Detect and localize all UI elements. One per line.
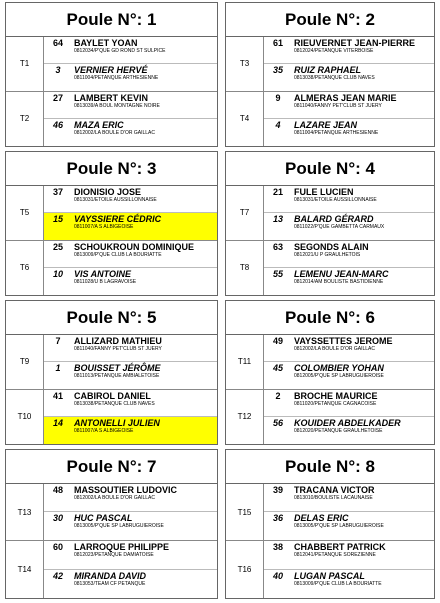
player-club: 0812002/LA BOULE D'OR GAILLAC bbox=[294, 346, 375, 352]
player-club: 0812021/U P GRAULHETOIS bbox=[294, 251, 361, 258]
team-players bbox=[44, 186, 217, 240]
team-row bbox=[226, 241, 434, 296]
player-number: 21 bbox=[272, 187, 283, 197]
player-number: 7 bbox=[55, 336, 61, 346]
player-club: 0813038/PETANQUE CLUB NAVES bbox=[294, 74, 375, 81]
player-name: VIS ANTOINE bbox=[74, 268, 132, 279]
player-row-highlighted bbox=[44, 417, 217, 444]
player-name: HUC PASCAL bbox=[74, 513, 133, 524]
teams-list bbox=[6, 186, 217, 295]
player-row bbox=[44, 512, 217, 540]
player-club: 0813039/A BOUL MONTAGNE NOIRE bbox=[74, 102, 160, 109]
player-number: 25 bbox=[52, 241, 63, 252]
player-number: 49 bbox=[272, 336, 283, 346]
player-row bbox=[44, 335, 217, 362]
poule-box bbox=[5, 2, 218, 147]
player-name: SCHOUKROUN DOMINIQUE bbox=[74, 241, 195, 252]
team-label: T11 bbox=[226, 335, 264, 389]
player-number: 36 bbox=[272, 513, 283, 524]
player-number: 42 bbox=[52, 570, 63, 581]
teams-list bbox=[226, 484, 434, 598]
poule-box bbox=[225, 300, 435, 445]
team-players bbox=[264, 241, 434, 296]
player-club: 0812020/PETANQUE GRAULHETOISE bbox=[294, 427, 383, 434]
team-row bbox=[6, 37, 217, 92]
player-club: 0813053/TEAM CF PETANQUE bbox=[74, 580, 146, 587]
player-club: 0813010/BOULISTE LACAUNAISE bbox=[294, 495, 373, 501]
player-name: SEGONDS ALAIN bbox=[294, 241, 369, 252]
player-club: 0811040/FANNY PET'CLUB ST JUERY bbox=[294, 102, 382, 109]
player-row bbox=[264, 213, 434, 240]
player-club: 0812014/AM BOULISTE BASTIDIENNE bbox=[294, 278, 384, 285]
player-number: 40 bbox=[272, 570, 283, 581]
team-players bbox=[44, 390, 217, 445]
player-name: VAYSSIERE CÉDRIC bbox=[74, 213, 162, 224]
team-label: T4 bbox=[226, 92, 264, 147]
player-name: CHABBERT PATRICK bbox=[294, 542, 386, 552]
team-label: T14 bbox=[6, 541, 44, 598]
team-row bbox=[6, 541, 217, 598]
player-number: 48 bbox=[52, 485, 63, 495]
player-name: DELAS ERIC bbox=[294, 513, 349, 524]
player-name: BAYLET YOAN bbox=[74, 38, 138, 48]
player-name: ALLIZARD MATHIEU bbox=[74, 336, 162, 346]
team-label: T10 bbox=[6, 390, 44, 445]
team-players bbox=[44, 37, 217, 91]
player-row bbox=[44, 484, 217, 512]
team-players bbox=[44, 541, 217, 598]
player-name: MIRANDA DAVID bbox=[74, 570, 146, 581]
player-club: 0812024/PETANQUE VITERBOISE bbox=[294, 48, 374, 54]
player-number: 10 bbox=[52, 268, 63, 279]
player-name: RUIZ RAPHAEL bbox=[294, 64, 361, 75]
player-row bbox=[264, 541, 434, 570]
player-number: 4 bbox=[275, 119, 281, 130]
player-club: 0812002/LA BOULE D'OR GAILLAC bbox=[74, 495, 155, 501]
poule-box bbox=[5, 449, 218, 599]
player-number: 2 bbox=[275, 390, 281, 401]
team-label: T9 bbox=[6, 335, 44, 389]
player-row bbox=[44, 541, 217, 570]
player-name: BROCHE MAURICE bbox=[294, 390, 378, 401]
player-row bbox=[264, 64, 434, 91]
poule-title: Poule N°: 3 bbox=[6, 152, 217, 186]
poule-title: Poule N°: 2 bbox=[226, 3, 434, 37]
player-number: 61 bbox=[272, 38, 283, 48]
player-row bbox=[44, 570, 217, 599]
player-name: LAZARE JEAN bbox=[294, 119, 358, 130]
poule-box bbox=[5, 151, 218, 296]
poule-title: Poule N°: 6 bbox=[226, 301, 434, 335]
team-label: T6 bbox=[6, 241, 44, 296]
player-number: 13 bbox=[272, 213, 283, 224]
player-number: 38 bbox=[272, 542, 283, 552]
player-club: 0811007/A S ALBIGEOISE bbox=[74, 223, 134, 230]
team-label: T3 bbox=[226, 37, 264, 91]
team-players bbox=[264, 484, 434, 540]
poule-title: Poule N°: 8 bbox=[226, 450, 434, 484]
team-label: T12 bbox=[226, 390, 264, 445]
player-row bbox=[264, 484, 434, 512]
team-label: T1 bbox=[6, 37, 44, 91]
team-row bbox=[6, 241, 217, 296]
player-row bbox=[264, 335, 434, 362]
player-club: 0811004/PETANQUE ARTHESIENNE bbox=[74, 74, 159, 81]
player-club: 0813009/P'QUE CLUB LA BOURIATTE bbox=[294, 580, 382, 587]
player-row bbox=[264, 119, 434, 146]
player-number: 35 bbox=[272, 64, 283, 75]
player-name: MASSOUTIER LUDOVIC bbox=[74, 485, 178, 495]
player-number: 15 bbox=[52, 213, 63, 224]
team-row bbox=[226, 335, 434, 390]
poule-box bbox=[225, 2, 435, 147]
player-row bbox=[44, 390, 217, 417]
player-number: 63 bbox=[272, 241, 283, 252]
team-label: T13 bbox=[6, 484, 44, 540]
player-name: COLOMBIER YOHAN bbox=[294, 362, 384, 373]
player-number: 9 bbox=[275, 92, 281, 103]
poule-box bbox=[5, 300, 218, 445]
player-name: BOUISSET JÉRÔME bbox=[74, 362, 161, 373]
team-row bbox=[226, 484, 434, 541]
team-label: T7 bbox=[226, 186, 264, 240]
team-row bbox=[6, 390, 217, 445]
player-club: 0812023/PETANQUE DAMIATOISE bbox=[74, 552, 154, 558]
team-players bbox=[44, 484, 217, 540]
team-players bbox=[264, 541, 434, 598]
player-club: 0812005/P'QUE SP LABRUGUIEROISE bbox=[294, 372, 384, 379]
player-name: CABIROL DANIEL bbox=[74, 390, 151, 401]
poule-box bbox=[225, 151, 435, 296]
team-label: T16 bbox=[226, 541, 264, 598]
team-row bbox=[226, 92, 434, 147]
player-number: 37 bbox=[52, 187, 63, 197]
player-name: ALMERAS JEAN MARIE bbox=[294, 92, 397, 103]
player-number: 45 bbox=[272, 362, 283, 373]
teams-list bbox=[226, 186, 434, 295]
player-name: LAMBERT KEVIN bbox=[74, 92, 148, 103]
player-row bbox=[264, 268, 434, 295]
player-number: 1 bbox=[55, 362, 61, 373]
player-name: LARROQUE PHILIPPE bbox=[74, 542, 170, 552]
player-club: 0812034/P'QUE GD ROND ST SULPICE bbox=[74, 48, 166, 54]
team-label: T15 bbox=[226, 484, 264, 540]
player-club: 0811020/PETANQUE CAGNACOISE bbox=[294, 400, 377, 407]
teams-list bbox=[6, 37, 217, 146]
player-name: DIONISIO JOSE bbox=[74, 187, 142, 197]
player-name: LEMENU JEAN-MARC bbox=[294, 268, 389, 279]
player-name: FULE LUCIEN bbox=[294, 187, 354, 197]
player-club: 0811004/PETANQUE ARTHESIENNE bbox=[294, 129, 379, 136]
team-row bbox=[226, 390, 434, 445]
player-row bbox=[264, 362, 434, 389]
player-name: KOUIDER ABDELKADER bbox=[294, 417, 401, 428]
player-row bbox=[264, 417, 434, 444]
player-club: 0811028/U B LAGRAVOISE bbox=[74, 278, 137, 285]
player-number: 56 bbox=[272, 417, 283, 428]
player-name: LUGAN PASCAL bbox=[294, 570, 365, 581]
poule-title: Poule N°: 1 bbox=[6, 3, 217, 37]
player-row bbox=[44, 268, 217, 295]
teams-list bbox=[226, 335, 434, 444]
player-club: 0811007/A S ALBIGEOISE bbox=[74, 427, 134, 434]
player-name: BALARD GÉRARD bbox=[294, 213, 374, 224]
player-number: 60 bbox=[52, 542, 63, 552]
player-row bbox=[264, 241, 434, 268]
team-row bbox=[226, 186, 434, 241]
player-row bbox=[264, 186, 434, 213]
player-row bbox=[44, 37, 217, 64]
player-name: VERNIER HERVÉ bbox=[74, 64, 148, 75]
player-club: 0813031/ETOILE AUSSILLONNAISE bbox=[74, 197, 157, 203]
team-row bbox=[6, 186, 217, 241]
team-label: T5 bbox=[6, 186, 44, 240]
team-label: T8 bbox=[226, 241, 264, 296]
teams-list bbox=[6, 484, 217, 598]
player-club: 0813038/PETANQUE CLUB NAVES bbox=[74, 400, 155, 407]
player-row bbox=[264, 512, 434, 540]
team-players bbox=[264, 390, 434, 445]
player-number: 64 bbox=[52, 38, 63, 48]
player-number: 39 bbox=[272, 485, 283, 495]
player-name: MAZA ERIC bbox=[74, 119, 124, 130]
team-players bbox=[264, 186, 434, 240]
player-club: 0813005/P'QUE SP LABRUGUIEROISE bbox=[74, 523, 164, 530]
player-number: 55 bbox=[272, 268, 283, 279]
poule-title: Poule N°: 7 bbox=[6, 450, 217, 484]
player-club: 0811013/PETANQUE AMBIALETOISE bbox=[74, 372, 160, 379]
player-club: 0811040/FANNY PET'CLUB ST JUERY bbox=[74, 346, 162, 352]
player-row bbox=[44, 64, 217, 91]
player-row-highlighted bbox=[44, 213, 217, 240]
team-players bbox=[44, 335, 217, 389]
team-row bbox=[226, 37, 434, 92]
poule-box bbox=[225, 449, 435, 599]
team-label: T2 bbox=[6, 92, 44, 147]
player-club: 0813009/P'QUE CLUB LA BOURIATTE bbox=[74, 251, 162, 258]
player-club: 0811022/P'QUE GAMBETTA CARMAUX bbox=[294, 223, 385, 230]
player-club: 0812041/PETANQUE SOREZIENNE bbox=[294, 552, 376, 558]
player-name: VAYSSETTES JEROME bbox=[294, 336, 393, 346]
player-row bbox=[264, 570, 434, 599]
player-club: 0812002/LA BOULE D'OR GAILLAC bbox=[74, 129, 155, 136]
player-row bbox=[44, 186, 217, 213]
team-row bbox=[226, 541, 434, 598]
player-row bbox=[264, 390, 434, 417]
player-row bbox=[264, 37, 434, 64]
player-number: 27 bbox=[52, 92, 63, 103]
team-row bbox=[6, 484, 217, 541]
player-row bbox=[44, 119, 217, 146]
player-name: TRACANA VICTOR bbox=[294, 485, 375, 495]
team-players bbox=[264, 92, 434, 147]
poule-title: Poule N°: 5 bbox=[6, 301, 217, 335]
player-club: 0813031/ETOILE AUSSILLONNAISE bbox=[294, 197, 377, 203]
player-number: 30 bbox=[52, 513, 63, 524]
team-players bbox=[44, 92, 217, 147]
player-number: 46 bbox=[52, 119, 63, 130]
team-players bbox=[44, 241, 217, 296]
player-club: 0813005/P'QUE SP LABRUGUIEROISE bbox=[294, 523, 384, 530]
player-number: 3 bbox=[55, 64, 61, 75]
team-row bbox=[6, 335, 217, 390]
team-players bbox=[264, 335, 434, 389]
player-row bbox=[44, 241, 217, 268]
player-number: 14 bbox=[52, 417, 63, 428]
player-row bbox=[44, 92, 217, 119]
poule-title: Poule N°: 4 bbox=[226, 152, 434, 186]
player-name: ANTONELLI JULIEN bbox=[74, 417, 160, 428]
player-name: RIEUVERNET JEAN-PIERRE bbox=[294, 38, 416, 48]
teams-list bbox=[6, 335, 217, 444]
player-number: 41 bbox=[52, 390, 63, 401]
player-row bbox=[44, 362, 217, 389]
team-players bbox=[264, 37, 434, 91]
player-row bbox=[264, 92, 434, 119]
teams-list bbox=[226, 37, 434, 146]
team-row bbox=[6, 92, 217, 147]
